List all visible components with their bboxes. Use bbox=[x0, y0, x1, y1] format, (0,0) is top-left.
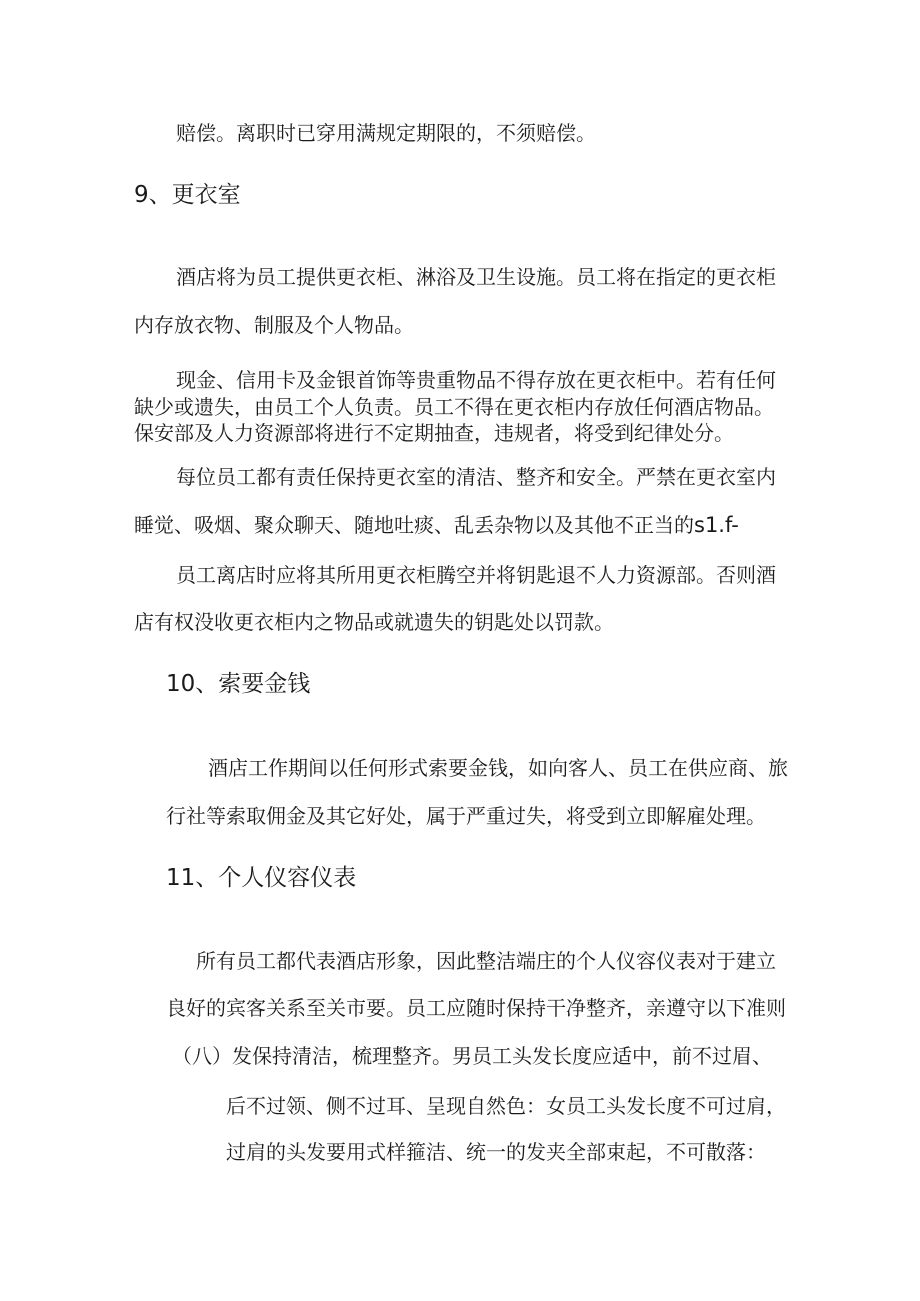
paragraph-line: 现金、信用卡及金银首饰等贵重物品不得存放在更衣柜中。若有任何 bbox=[176, 368, 776, 392]
garbled-text: s1.f- bbox=[694, 513, 739, 537]
list-item-line: （八）发保持清洁，梳理整齐。男员工头发长度应适中，前不过眉、 bbox=[172, 1044, 772, 1068]
paragraph-line: 良好的宾客关系至关市要。员工应随时保持干净整齐，亲遵守以下准则 bbox=[166, 996, 786, 1020]
paragraph-line: 每位员工都有责任保持更衣室的清洁、整齐和安全。严禁在更衣室内 bbox=[176, 465, 776, 489]
section-10-heading: 10、索要金钱 bbox=[166, 671, 311, 697]
paragraph-line: 店有权没收更衣柜内之物品或就遗失的钥匙处以罚款。 bbox=[134, 610, 614, 634]
paragraph-line: 缺少或遗失，由员工个人负责。员工不得在更衣柜内存放任何酒店物品。 bbox=[134, 395, 774, 419]
paragraph-line: 保安部及人力资源部将进行不定期抽查，违规者，将受到纪律处分。 bbox=[134, 421, 734, 445]
section-9-heading: 9、更衣室 bbox=[134, 182, 241, 208]
paragraph-line: 酒店将为员工提供更衣柜、淋浴及卫生设施。员工将在指定的更衣柜 bbox=[176, 265, 776, 289]
section-11-heading: 11、个人仪容仪表 bbox=[166, 865, 357, 891]
paragraph-line: 行社等索取佣金及其它好处，属于严重过失，将受到立即解雇处理。 bbox=[166, 804, 766, 828]
list-item-line: 后不过领、侧不过耳、呈现自然色：女员工头发长度不可过肩， bbox=[226, 1094, 786, 1118]
list-item-line: 过肩的头发要用式样箍洁、统一的发夹全部束起，不可散落： bbox=[226, 1140, 766, 1164]
paragraph-line: 所有员工都代表酒店形象，因此整洁端庄的个人仪容仪表对于建立 bbox=[196, 949, 776, 973]
paragraph-line: 酒店工作期间以任何形式索要金钱，如向客人、员工在供应商、旅 bbox=[208, 756, 788, 780]
paragraph-text: 睡觉、吸烟、聚众聊天、随地吐痰、乱丢杂物以及其他不正当的 bbox=[134, 513, 694, 537]
intro-paragraph-line: 赔偿。离职时已穿用满规定期限的，不须赔偿。 bbox=[176, 121, 596, 145]
paragraph-line: 员工离店时应将其所用更衣柜腾空并将钥匙退不人力资源部。否则酒 bbox=[176, 563, 776, 587]
paragraph-line: 内存放衣物、制服及个人物品。 bbox=[134, 313, 414, 337]
paragraph-line bbox=[134, 513, 739, 537]
